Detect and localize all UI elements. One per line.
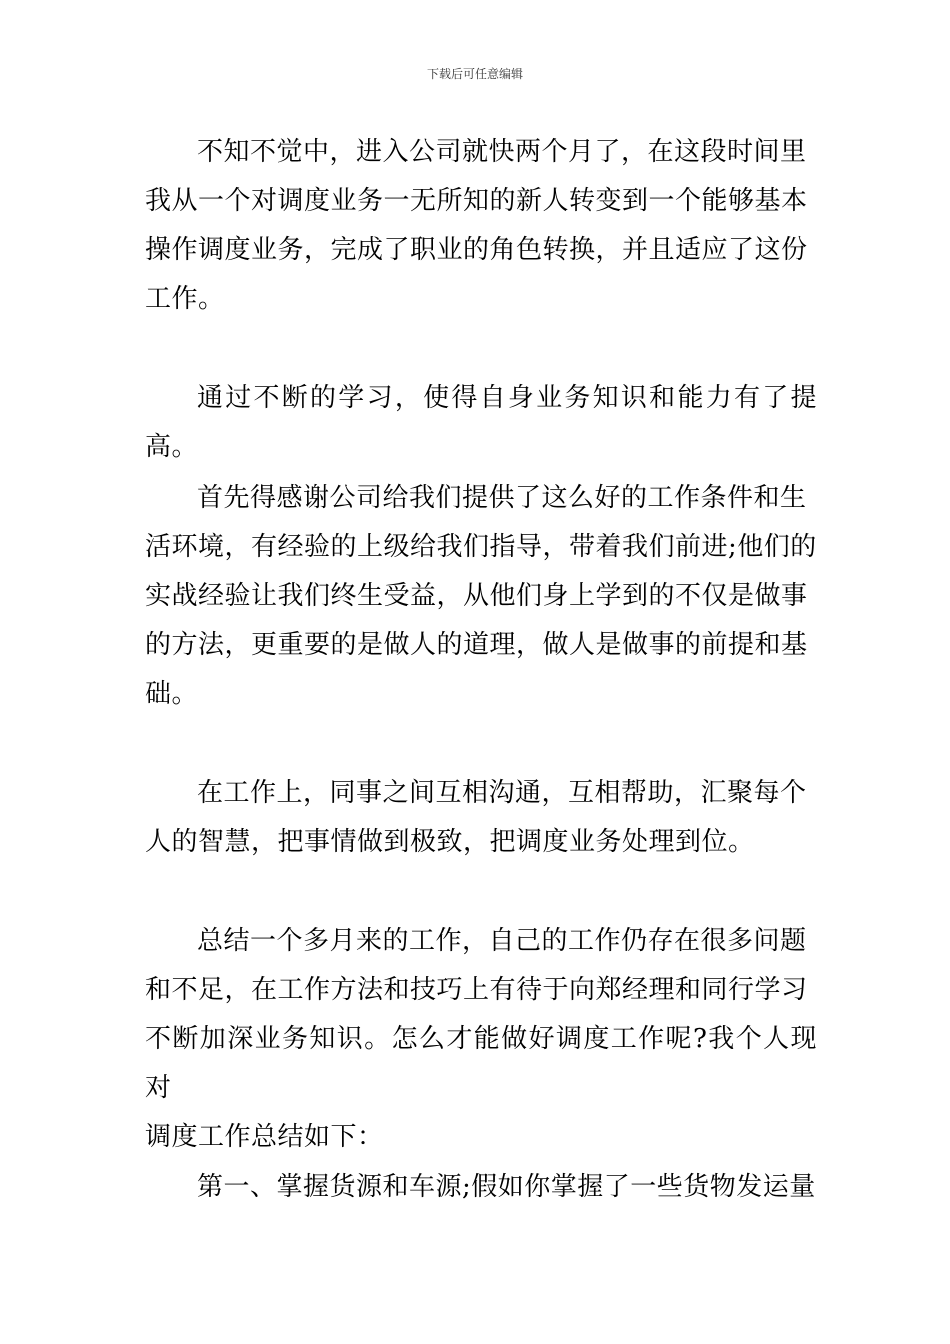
paragraph-line: 工作。 — [145, 284, 225, 314]
paragraph-line: 总结一个多月来的工作，自己的工作仍存在很多问题 — [197, 926, 807, 956]
paragraph-1 — [145, 128, 817, 324]
paragraph-line: 在工作上，同事之间互相沟通，互相帮助，汇聚每个 — [197, 778, 807, 808]
paragraph-4 — [145, 769, 817, 867]
page-header-note: 下载后可任意编辑 — [426, 67, 523, 81]
paragraph-line: 不知不觉中，进入公司就快两个月了，在这段时间里 — [197, 137, 807, 167]
paragraph-6 — [145, 1163, 817, 1212]
paragraph-line: 操作调度业务，完成了职业的角色转换，并且适应了这份 — [145, 235, 808, 265]
paragraph-3 — [145, 474, 817, 719]
paragraph-line: 实战经验让我们终生受益，从他们身上学到的不仅是做事 — [145, 581, 808, 611]
paragraph-2 — [145, 374, 817, 472]
paragraph-line: 和不足，在工作方法和技巧上有待于向郑经理和同行学习 — [145, 975, 808, 1005]
paragraph-line: 第一、掌握货源和车源;假如你掌握了一些货物发运量 — [197, 1172, 816, 1202]
paragraph-line: 的方法，更重要的是做人的道理，做人是做事的前提和基 — [145, 630, 808, 660]
paragraph-line: 不断加深业务知识。怎么才能做好调度工作呢?我个人现对 — [145, 1024, 817, 1103]
paragraph-line: 活环境，有经验的上级给我们指导，带着我们前进;他们的 — [145, 532, 817, 562]
paragraph-line: 人的智慧，把事情做到极致，把调度业务处理到位。 — [145, 827, 755, 857]
paragraph-line: 通过不断的学习，使得自身业务知识和能力有了提高。 — [145, 383, 817, 462]
paragraph-line: 首先得感谢公司给我们提供了这么好的工作条件和生 — [197, 483, 807, 513]
paragraph-line: 我从一个对调度业务一无所知的新人转变到一个能够基本 — [145, 186, 808, 216]
paragraph-line: 调度工作总结如下： — [145, 1122, 384, 1152]
paragraph-5 — [145, 917, 817, 1162]
paragraph-line: 础。 — [145, 679, 199, 709]
